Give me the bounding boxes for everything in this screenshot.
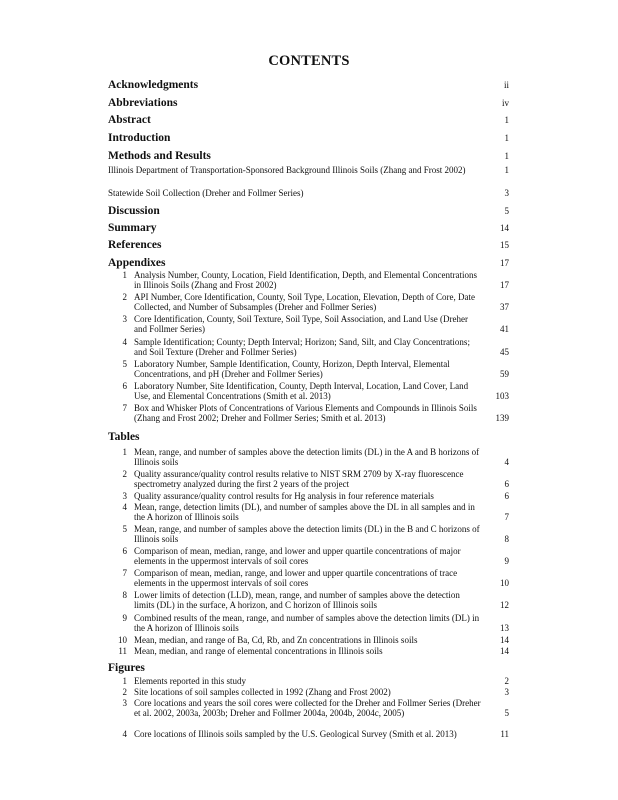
appendix-title: Core Identification, County, Soil Texture, Soil Type, Soil Association, and Land Use (Dreher and Follmer Series) bbox=[134, 314, 469, 335]
table-entry-10[interactable] bbox=[113, 635, 509, 645]
table-page: 14 bbox=[500, 646, 509, 656]
table-page: 4 bbox=[504, 457, 509, 468]
appendix-entry-5[interactable] bbox=[113, 359, 509, 380]
toc-entry-page: iv bbox=[501, 98, 509, 108]
table-entry-6[interactable] bbox=[113, 546, 509, 567]
table-title: Lower limits of detection (LLD), mean, range, and number of samples above the detection limits (DL) in the surface, A horizon, and C horizon of Illinois soils bbox=[134, 590, 460, 611]
appendix-number: 5 bbox=[122, 359, 127, 369]
appendix-entry-3[interactable] bbox=[113, 314, 509, 335]
figure-number: 4 bbox=[122, 729, 127, 739]
table-title: Mean, range, detection limits (DL), and number of samples above the DL in all samples and in the A horizon of Illinois soils bbox=[134, 502, 475, 523]
appendix-number: 2 bbox=[122, 292, 127, 302]
table-title: Mean, median, and range of elemental concentrations in Illinois soils bbox=[134, 646, 383, 656]
toc-subentry-idot-background-soils[interactable] bbox=[108, 165, 509, 175]
toc-entry-appendixes[interactable] bbox=[108, 257, 509, 270]
figure-title: Core locations of Illinois soils sampled by the U.S. Geological Survey (Smith et al. 2013) bbox=[134, 729, 457, 739]
table-page: 13 bbox=[500, 623, 509, 634]
appendix-number: 4 bbox=[122, 337, 127, 347]
table-number: 11 bbox=[118, 646, 127, 656]
toc-entry-label: Discussion bbox=[108, 205, 160, 217]
appendix-title: Laboratory Number, Sample Identification, County, Horizon, Depth Interval, Elemental Concentrations, and pH (Dreher and Follmer Series) bbox=[134, 359, 450, 380]
toc-entry-label: References bbox=[108, 239, 162, 251]
table-title: Mean, median, and range of Ba, Cd, Rb, and Zn concentrations in Illinois soils bbox=[134, 635, 418, 645]
appendix-page: 139 bbox=[495, 413, 509, 424]
figure-entry-3[interactable] bbox=[113, 698, 509, 719]
toc-subentry-label: Illinois Department of Transportation-Sponsored Background Illinois Soils (Zhang and Frost 2002) bbox=[108, 165, 466, 175]
appendix-page: 17 bbox=[500, 280, 509, 291]
toc-entry-discussion[interactable] bbox=[108, 205, 509, 218]
appendix-number: 3 bbox=[122, 314, 127, 324]
table-page: 10 bbox=[500, 578, 509, 589]
toc-entry-acknowledgments[interactable] bbox=[108, 79, 509, 92]
table-entry-1[interactable] bbox=[113, 447, 509, 468]
table-entry-5[interactable] bbox=[113, 524, 509, 545]
appendix-title: Sample Identification; County; Depth Interval; Horizon; Sand, Silt, and Clay Concentrations; and Soil Texture (Dreher and Follmer Series) bbox=[134, 337, 470, 358]
table-title: Comparison of mean, median, range, and lower and upper quartile concentrations of major elements in the uppermost intervals of soil cores bbox=[134, 546, 461, 567]
toc-entry-page: 14 bbox=[500, 223, 509, 233]
toc-entry-label: Abstract bbox=[108, 114, 151, 126]
table-entry-3[interactable] bbox=[113, 491, 509, 501]
toc-entry-label: Introduction bbox=[108, 132, 171, 144]
table-page: 8 bbox=[504, 534, 509, 545]
table-entry-4[interactable] bbox=[113, 502, 509, 523]
table-number: 7 bbox=[122, 568, 127, 578]
toc-entry-methods-and-results[interactable] bbox=[108, 150, 509, 163]
toc-subentry-label: Statewide Soil Collection (Dreher and Follmer Series) bbox=[108, 188, 304, 198]
appendix-title: Analysis Number, County, Location, Field Identification, Depth, and Elemental Concentrations in Illinois Soils (Zhang and Frost 2002) bbox=[134, 270, 477, 291]
appendix-page: 59 bbox=[500, 369, 509, 380]
figure-page: 2 bbox=[504, 676, 509, 686]
toc-entry-page: 1 bbox=[504, 133, 509, 143]
appendix-page: 103 bbox=[495, 391, 509, 402]
toc-entry-references[interactable] bbox=[108, 239, 509, 252]
table-number: 4 bbox=[122, 502, 127, 512]
toc-entry-abstract[interactable] bbox=[108, 114, 509, 127]
table-page: 7 bbox=[504, 512, 509, 523]
toc-subentry-page: 3 bbox=[504, 188, 509, 198]
toc-entry-page: 1 bbox=[504, 151, 509, 161]
toc-entry-label: Methods and Results bbox=[108, 150, 211, 162]
toc-entry-label: Summary bbox=[108, 222, 157, 234]
tables-heading: Tables bbox=[108, 431, 140, 443]
table-page: 6 bbox=[504, 491, 509, 501]
figure-entry-2[interactable] bbox=[113, 687, 509, 697]
toc-entry-summary[interactable] bbox=[108, 222, 509, 235]
table-title: Quality assurance/quality control results relative to NIST SRM 2709 by X-ray fluorescence spectrometry analyzed during the first 2 years of the project bbox=[134, 469, 464, 490]
table-entry-8[interactable] bbox=[113, 590, 509, 611]
appendix-page: 37 bbox=[500, 302, 509, 313]
table-page: 9 bbox=[504, 556, 509, 567]
toc-entry-introduction[interactable] bbox=[108, 132, 509, 145]
table-number: 8 bbox=[122, 590, 127, 600]
figure-entry-1[interactable] bbox=[113, 676, 509, 686]
figure-number: 1 bbox=[122, 676, 127, 686]
table-number: 3 bbox=[122, 491, 127, 501]
appendix-number: 1 bbox=[122, 270, 127, 280]
appendix-title: Box and Whisker Plots of Concentrations of Various Elements and Compounds in Illinois Soils (Zhang and Frost 2002; Dreher and Follmer Series; Smith et al. 2013) bbox=[134, 403, 477, 424]
appendix-entry-7[interactable] bbox=[113, 403, 509, 424]
appendix-number: 6 bbox=[122, 381, 127, 391]
figure-number: 2 bbox=[122, 687, 127, 697]
toc-subentry-page: 1 bbox=[504, 165, 509, 175]
table-page: 12 bbox=[500, 600, 509, 611]
toc-entry-label: Acknowledgments bbox=[108, 79, 199, 91]
figure-title: Site locations of soil samples collected in 1992 (Zhang and Frost 2002) bbox=[134, 687, 391, 697]
table-title: Quality assurance/quality control results for Hg analysis in four reference materials bbox=[134, 491, 434, 501]
table-page: 14 bbox=[500, 635, 509, 645]
table-number: 1 bbox=[122, 447, 127, 457]
table-entry-11[interactable] bbox=[113, 646, 509, 656]
appendix-page: 41 bbox=[500, 324, 509, 335]
figures-heading: Figures bbox=[108, 662, 145, 674]
figure-page: 5 bbox=[504, 708, 509, 719]
table-title: Mean, range, and number of samples above the detection limits (DL) in the A and B horizons of Illinois soils bbox=[134, 447, 480, 468]
toc-entry-page: 1 bbox=[504, 115, 509, 125]
table-number: 10 bbox=[118, 635, 127, 645]
appendix-entry-4[interactable] bbox=[113, 337, 509, 358]
table-entry-9[interactable] bbox=[113, 613, 509, 634]
appendix-title: API Number, Core Identification, County, Soil Type, Location, Elevation, Depth of Core, Date Collected, and Number of Subsamples (Dreher and Follmer Series) bbox=[134, 292, 475, 313]
toc-entry-page: 15 bbox=[500, 240, 509, 250]
table-title: Combined results of the mean, range, and number of samples above the detection limits (DL) in the A horizon of Illinois soils bbox=[134, 613, 480, 634]
table-entry-7[interactable] bbox=[113, 568, 509, 589]
figure-title: Elements reported in this study bbox=[134, 676, 246, 686]
toc-entry-label: Abbreviations bbox=[108, 97, 178, 109]
page-title: CONTENTS bbox=[268, 53, 350, 69]
toc-entry-abbreviations[interactable] bbox=[108, 97, 509, 110]
table-number: 5 bbox=[122, 524, 127, 534]
table-title: Mean, range, and number of samples above the detection limits (DL) in the B and C horizons of Illinois soils bbox=[134, 524, 480, 545]
toc-entry-page: 5 bbox=[504, 206, 509, 216]
appendix-page: 45 bbox=[500, 347, 509, 358]
table-page: 6 bbox=[504, 479, 509, 490]
appendix-number: 7 bbox=[122, 403, 127, 413]
figure-title: Core locations and years the soil cores were collected for the Dreher and Follmer Series (Dreher et al. 2002, 2003a, 2003b; Dreher and Follmer 2004a, 2004b, 2004c, 2005) bbox=[134, 698, 481, 719]
table-number: 6 bbox=[122, 546, 127, 556]
toc-entry-label: Appendixes bbox=[108, 257, 166, 269]
figure-page: 3 bbox=[504, 687, 509, 697]
appendix-entry-2[interactable] bbox=[113, 292, 509, 313]
appendix-entry-6[interactable] bbox=[113, 381, 509, 402]
figure-page: 11 bbox=[500, 729, 509, 739]
toc-subentry-statewide-soil-collection[interactable] bbox=[108, 188, 509, 198]
table-number: 2 bbox=[122, 469, 127, 479]
figure-entry-4[interactable] bbox=[113, 729, 509, 739]
table-title: Comparison of mean, median, range, and lower and upper quartile concentrations of trace elements in the uppermost intervals of soil cores bbox=[134, 568, 458, 589]
toc-entry-page: 17 bbox=[500, 258, 509, 268]
figure-number: 3 bbox=[122, 698, 127, 708]
table-entry-2[interactable] bbox=[113, 469, 509, 490]
table-number: 9 bbox=[122, 613, 127, 623]
appendix-title: Laboratory Number, Site Identification, County, Depth Interval, Location, Land Cover, Land Use, and Elemental Concentrations (Smith et al. 2013) bbox=[134, 381, 469, 402]
appendix-entry-1[interactable] bbox=[113, 270, 509, 291]
toc-entry-page: ii bbox=[503, 80, 509, 90]
